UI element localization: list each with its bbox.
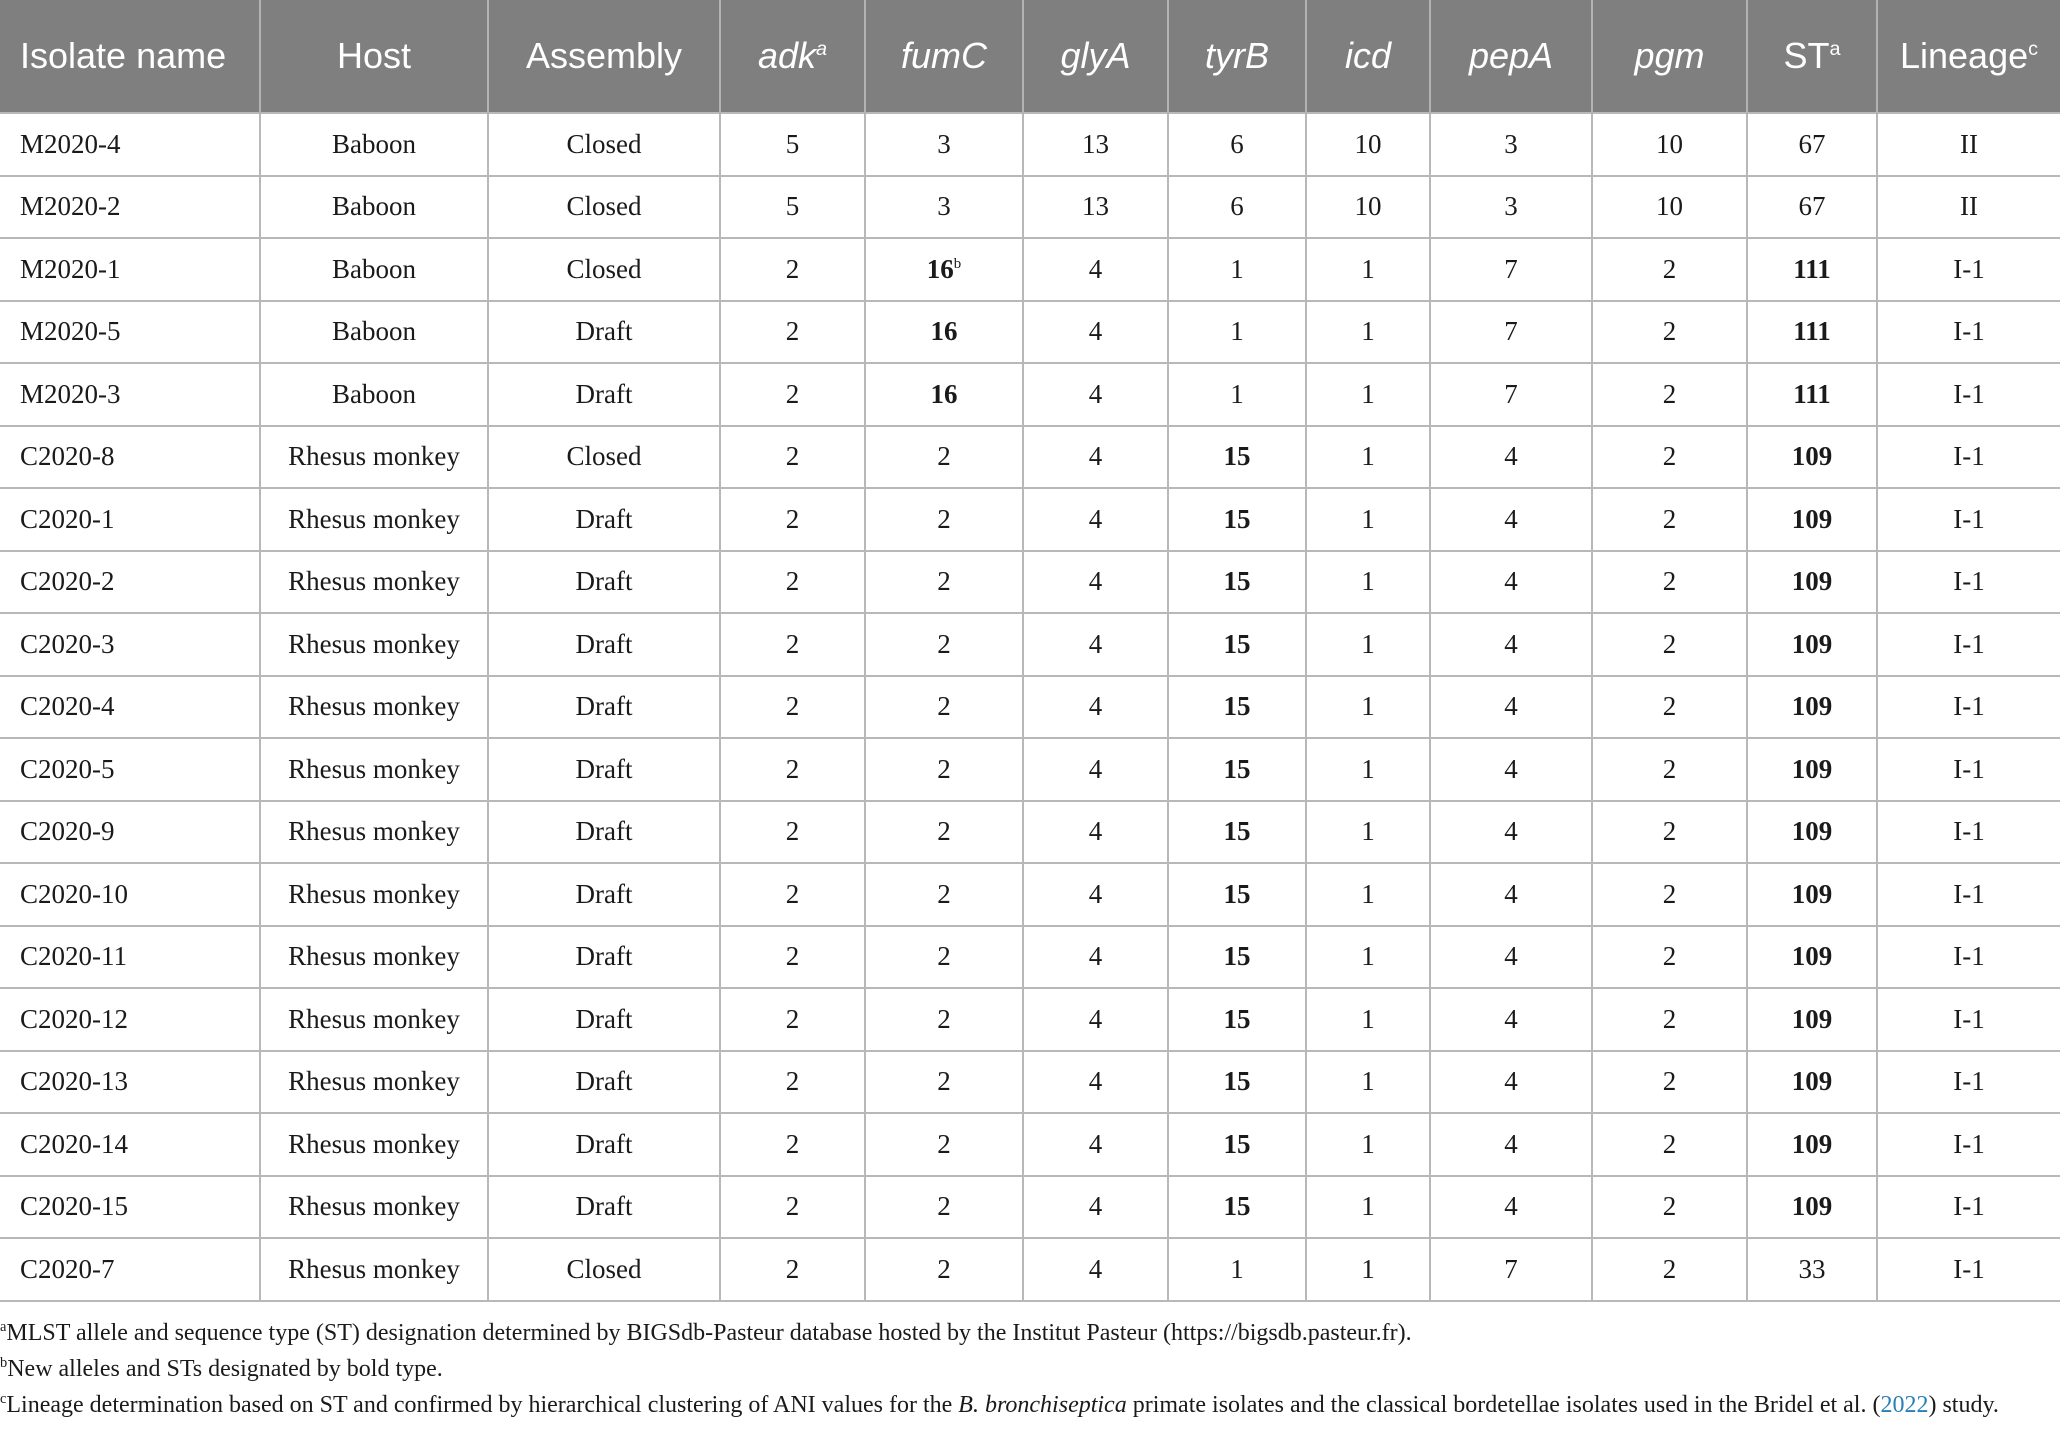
- table-header-row: [0, 0, 2060, 113]
- table-cell: C2020-9: [0, 801, 260, 864]
- table-cell: 2: [865, 676, 1023, 739]
- table-cell: 2: [865, 1238, 1023, 1301]
- table-cell: 109: [1747, 863, 1877, 926]
- table-cell: 111: [1747, 238, 1877, 301]
- table-cell: 2: [720, 1176, 865, 1239]
- table-cell: Draft: [488, 676, 720, 739]
- table-cell: M2020-2: [0, 176, 260, 239]
- table-cell: 2: [1592, 1176, 1747, 1239]
- table-cell: 2: [720, 676, 865, 739]
- table-cell: 5: [720, 176, 865, 239]
- table-cell: 4: [1430, 551, 1592, 614]
- table-cell: I-1: [1877, 488, 2060, 551]
- table-cell: 2: [1592, 426, 1747, 489]
- table-row: [0, 426, 2060, 489]
- table-cell: Rhesus monkey: [260, 1238, 488, 1301]
- table-cell: 6: [1168, 113, 1306, 176]
- table-cell: Draft: [488, 1176, 720, 1239]
- table-cell: Closed: [488, 1238, 720, 1301]
- table-cell: 2: [1592, 613, 1747, 676]
- column-header: Lineage$^c$: [1877, 0, 2060, 113]
- table-cell: 1: [1306, 551, 1430, 614]
- table-cell: 2: [865, 801, 1023, 864]
- table-cell: 1: [1306, 863, 1430, 926]
- table-cell: 16: [865, 363, 1023, 426]
- table-cell: 109: [1747, 801, 1877, 864]
- table-row: [0, 613, 2060, 676]
- table-cell: 1: [1306, 1176, 1430, 1239]
- table-cell: 111: [1747, 363, 1877, 426]
- table-cell: 1: [1306, 363, 1430, 426]
- table-cell: 4: [1023, 738, 1168, 801]
- table-cell: M2020-5: [0, 301, 260, 364]
- table-cell: Rhesus monkey: [260, 426, 488, 489]
- table-cell: 1: [1168, 238, 1306, 301]
- table-cell: 2: [865, 738, 1023, 801]
- table-cell: 15: [1168, 863, 1306, 926]
- table-row: [0, 676, 2060, 739]
- table-cell: 13: [1023, 113, 1168, 176]
- table-cell: 1: [1306, 801, 1430, 864]
- table-cell: I-1: [1877, 1113, 2060, 1176]
- table-cell: 3: [865, 113, 1023, 176]
- table-cell: 109: [1747, 676, 1877, 739]
- table-cell: 109: [1747, 613, 1877, 676]
- table-cell: 1: [1168, 301, 1306, 364]
- table-cell: 4: [1430, 676, 1592, 739]
- table-cell: 10: [1306, 176, 1430, 239]
- table-cell: 4: [1430, 988, 1592, 1051]
- table-cell: 2: [720, 1113, 865, 1176]
- table-cell: 4: [1023, 1113, 1168, 1176]
- table-cell: C2020-4: [0, 676, 260, 739]
- table-cell: 2: [1592, 1113, 1747, 1176]
- table-cell: 15: [1168, 676, 1306, 739]
- table-cell: 2: [865, 926, 1023, 989]
- column-header: pepA: [1430, 0, 1592, 113]
- table-cell: Closed: [488, 238, 720, 301]
- table-cell: 109: [1747, 1051, 1877, 1114]
- table-cell: 2: [720, 301, 865, 364]
- table-cell: Draft: [488, 1113, 720, 1176]
- table-cell: 15: [1168, 1051, 1306, 1114]
- table-cell: 7: [1430, 301, 1592, 364]
- table-cell: 10: [1592, 113, 1747, 176]
- table-cell: Draft: [488, 1051, 720, 1114]
- table-row: [0, 988, 2060, 1051]
- table-cell: 2: [1592, 738, 1747, 801]
- table-row: [0, 363, 2060, 426]
- table-cell: Closed: [488, 176, 720, 239]
- table-cell: Rhesus monkey: [260, 1176, 488, 1239]
- table-cell: C2020-10: [0, 863, 260, 926]
- table-cell: Rhesus monkey: [260, 676, 488, 739]
- table-cell: 4: [1023, 238, 1168, 301]
- table-cell: 7: [1430, 238, 1592, 301]
- table-row: [0, 1176, 2060, 1239]
- table-cell: Draft: [488, 988, 720, 1051]
- table-cell: C2020-12: [0, 988, 260, 1051]
- table-row: [0, 238, 2060, 301]
- column-header: Host: [260, 0, 488, 113]
- table-cell: 2: [720, 551, 865, 614]
- table-cell: 1: [1306, 613, 1430, 676]
- table-cell: 10: [1592, 176, 1747, 239]
- table-cell: Rhesus monkey: [260, 988, 488, 1051]
- table-cell: 33: [1747, 1238, 1877, 1301]
- citation-link[interactable]: 2022: [1880, 1391, 1929, 1418]
- table-cell: 4: [1430, 426, 1592, 489]
- table-cell: 2: [720, 926, 865, 989]
- footnote-c: $^c$Lineage determination based on ST and confirmed by hierarchical clustering of ANI values for the B. bronchiseptica primate isolates and the classical bordetellae isolates used in the Bridel et al. (2022) study.: [0, 1390, 1999, 1418]
- table-cell: 4: [1430, 738, 1592, 801]
- table-cell: 2: [1592, 676, 1747, 739]
- table-cell: 109: [1747, 488, 1877, 551]
- table-cell: 1: [1306, 926, 1430, 989]
- table-cell: 2: [1592, 551, 1747, 614]
- table-row: [0, 738, 2060, 801]
- table-cell: 4: [1023, 551, 1168, 614]
- table-cell: 2: [720, 738, 865, 801]
- table-cell: C2020-3: [0, 613, 260, 676]
- table-cell: 15: [1168, 426, 1306, 489]
- table-cell: Draft: [488, 926, 720, 989]
- table-cell: Rhesus monkey: [260, 926, 488, 989]
- table-cell: I-1: [1877, 363, 2060, 426]
- table-cell: I-1: [1877, 238, 2060, 301]
- table-cell: 109: [1747, 926, 1877, 989]
- table-cell: 67: [1747, 176, 1877, 239]
- table-cell: C2020-14: [0, 1113, 260, 1176]
- table-cell: C2020-11: [0, 926, 260, 989]
- table-cell: 4: [1023, 1238, 1168, 1301]
- table-cell: I-1: [1877, 676, 2060, 739]
- column-header: tyrB: [1168, 0, 1306, 113]
- table-cell: 2: [720, 363, 865, 426]
- table-cell: I-1: [1877, 738, 2060, 801]
- table-cell: 16: [865, 301, 1023, 364]
- table-cell: 1: [1306, 1113, 1430, 1176]
- table-cell: Closed: [488, 426, 720, 489]
- table-cell: 67: [1747, 113, 1877, 176]
- table-row: [0, 1113, 2060, 1176]
- table-cell: 15: [1168, 1113, 1306, 1176]
- table-cell: Rhesus monkey: [260, 801, 488, 864]
- table-cell: II: [1877, 176, 2060, 239]
- table-cell: Rhesus monkey: [260, 1051, 488, 1114]
- table-row: [0, 176, 2060, 239]
- table-row: [0, 863, 2060, 926]
- table-cell: 111: [1747, 301, 1877, 364]
- table-row: [0, 926, 2060, 989]
- table-cell: Baboon: [260, 301, 488, 364]
- table-cell: Rhesus monkey: [260, 613, 488, 676]
- table-cell: 109: [1747, 1176, 1877, 1239]
- table-cell: I-1: [1877, 301, 2060, 364]
- table-cell: C2020-8: [0, 426, 260, 489]
- table-cell: C2020-2: [0, 551, 260, 614]
- table-cell: 15: [1168, 613, 1306, 676]
- table-cell: 5: [720, 113, 865, 176]
- table-cell: 2: [865, 426, 1023, 489]
- table-cell: C2020-7: [0, 1238, 260, 1301]
- table-cell: 2: [865, 1176, 1023, 1239]
- table-cell: I-1: [1877, 551, 2060, 614]
- footnotes: [0, 1302, 2060, 1422]
- table-cell: I-1: [1877, 801, 2060, 864]
- table-cell: I-1: [1877, 1051, 2060, 1114]
- table-cell: 1: [1306, 301, 1430, 364]
- table-cell: 15: [1168, 926, 1306, 989]
- table-cell: 15: [1168, 988, 1306, 1051]
- table-cell: Draft: [488, 363, 720, 426]
- table-row: [0, 301, 2060, 364]
- table-cell: C2020-15: [0, 1176, 260, 1239]
- footnote-a: $^a$MLST allele and sequence type (ST) designation determined by BIGSdb-Pasteur database hosted by the Institut Pasteur (https://bigsdb.pasteur.fr).: [0, 1318, 1412, 1346]
- table-cell: 2: [720, 1238, 865, 1301]
- table-cell: 2: [1592, 988, 1747, 1051]
- table-cell: 4: [1023, 676, 1168, 739]
- table-cell: Draft: [488, 863, 720, 926]
- table-cell: I-1: [1877, 926, 2060, 989]
- table-cell: 2: [720, 988, 865, 1051]
- table-cell: 15: [1168, 738, 1306, 801]
- table-cell: 3: [865, 176, 1023, 239]
- table-cell: 4: [1023, 1176, 1168, 1239]
- table-cell: M2020-1: [0, 238, 260, 301]
- table-row: [0, 488, 2060, 551]
- table-cell: Closed: [488, 113, 720, 176]
- table-cell: 2: [865, 863, 1023, 926]
- table-cell: 3: [1430, 113, 1592, 176]
- table-cell: 1: [1306, 426, 1430, 489]
- column-header: Isolate name: [0, 0, 260, 113]
- column-header: glyA: [1023, 0, 1168, 113]
- table-cell: Rhesus monkey: [260, 488, 488, 551]
- column-header: adk$^a$: [720, 0, 865, 113]
- table-cell: Rhesus monkey: [260, 551, 488, 614]
- table-cell: 15: [1168, 551, 1306, 614]
- table-cell: 2: [865, 551, 1023, 614]
- table-cell: 4: [1430, 1113, 1592, 1176]
- table-cell: 4: [1023, 988, 1168, 1051]
- table-cell: Draft: [488, 738, 720, 801]
- table-cell: Baboon: [260, 113, 488, 176]
- table-cell: 2: [865, 613, 1023, 676]
- table-row: [0, 551, 2060, 614]
- table-cell: 4: [1023, 301, 1168, 364]
- table-cell: 1: [1306, 988, 1430, 1051]
- table-cell: 4: [1023, 926, 1168, 989]
- table-cell: 4: [1430, 613, 1592, 676]
- table-cell: 4: [1430, 926, 1592, 989]
- table-cell: 15: [1168, 488, 1306, 551]
- table-cell: Baboon: [260, 176, 488, 239]
- table-cell: 2: [1592, 801, 1747, 864]
- table-cell: Draft: [488, 551, 720, 614]
- table-cell: 4: [1023, 363, 1168, 426]
- table-cell: I-1: [1877, 863, 2060, 926]
- table-cell: 16$^b$: [865, 238, 1023, 301]
- table-cell: Baboon: [260, 363, 488, 426]
- table-cell: 109: [1747, 1113, 1877, 1176]
- species-name: B. bronchiseptica: [958, 1391, 1127, 1418]
- table-row: [0, 1238, 2060, 1301]
- table-cell: 1: [1306, 738, 1430, 801]
- table-cell: II: [1877, 113, 2060, 176]
- table-cell: M2020-3: [0, 363, 260, 426]
- table-cell: 2: [1592, 363, 1747, 426]
- table-cell: 1: [1306, 676, 1430, 739]
- table-cell: 2: [865, 1113, 1023, 1176]
- table-cell: Rhesus monkey: [260, 738, 488, 801]
- table-cell: 7: [1430, 1238, 1592, 1301]
- table-cell: 2: [720, 1051, 865, 1114]
- table-cell: 4: [1430, 488, 1592, 551]
- table-cell: Draft: [488, 613, 720, 676]
- table-cell: 10: [1306, 113, 1430, 176]
- column-header: $ST^a$: [1747, 0, 1877, 113]
- table-cell: 2: [1592, 238, 1747, 301]
- table-cell: I-1: [1877, 613, 2060, 676]
- table-cell: 1: [1168, 1238, 1306, 1301]
- table-cell: 2: [1592, 1051, 1747, 1114]
- table-cell: 4: [1023, 863, 1168, 926]
- table-cell: 4: [1023, 1051, 1168, 1114]
- table-cell: 2: [720, 801, 865, 864]
- table-cell: I-1: [1877, 426, 2060, 489]
- table-cell: 15: [1168, 801, 1306, 864]
- table-cell: 15: [1168, 1176, 1306, 1239]
- table-cell: Baboon: [260, 238, 488, 301]
- table-row: [0, 1051, 2060, 1114]
- table-cell: 2: [865, 988, 1023, 1051]
- table-cell: 109: [1747, 988, 1877, 1051]
- column-header: fumC: [865, 0, 1023, 113]
- table-cell: 1: [1306, 1238, 1430, 1301]
- table-cell: Draft: [488, 801, 720, 864]
- table-cell: Draft: [488, 488, 720, 551]
- table-cell: Draft: [488, 301, 720, 364]
- table-cell: 4: [1023, 488, 1168, 551]
- table-cell: C2020-5: [0, 738, 260, 801]
- table-cell: Rhesus monkey: [260, 1113, 488, 1176]
- table-cell: C2020-1: [0, 488, 260, 551]
- table-cell: 4: [1430, 1176, 1592, 1239]
- table-cell: 1: [1306, 1051, 1430, 1114]
- table-body: [0, 113, 2060, 1301]
- table-cell: 1: [1306, 488, 1430, 551]
- table-cell: 2: [720, 238, 865, 301]
- table-cell: I-1: [1877, 988, 2060, 1051]
- table-cell: 1: [1306, 238, 1430, 301]
- table-cell: 2: [865, 488, 1023, 551]
- table-cell: 7: [1430, 363, 1592, 426]
- table-cell: 2: [720, 863, 865, 926]
- table-cell: 109: [1747, 738, 1877, 801]
- table-cell: I-1: [1877, 1176, 2060, 1239]
- table-cell: 4: [1430, 801, 1592, 864]
- table-cell: 2: [865, 1051, 1023, 1114]
- column-header: pgm: [1592, 0, 1747, 113]
- column-header: icd: [1306, 0, 1430, 113]
- table-cell: 6: [1168, 176, 1306, 239]
- table-cell: 2: [1592, 488, 1747, 551]
- table-cell: 3: [1430, 176, 1592, 239]
- table-cell: 13: [1023, 176, 1168, 239]
- table-cell: 1: [1168, 363, 1306, 426]
- table-cell: 2: [720, 613, 865, 676]
- table-cell: 4: [1430, 863, 1592, 926]
- table-cell: M2020-4: [0, 113, 260, 176]
- table-cell: 2: [1592, 301, 1747, 364]
- footnote-b: $^b$New alleles and STs designated by bold type.: [0, 1354, 443, 1382]
- table-cell: 4: [1430, 1051, 1592, 1114]
- table-cell: 109: [1747, 551, 1877, 614]
- table-row: [0, 113, 2060, 176]
- table-cell: 2: [720, 426, 865, 489]
- table-cell: I-1: [1877, 1238, 2060, 1301]
- table-cell: 2: [1592, 863, 1747, 926]
- table-cell: 2: [1592, 926, 1747, 989]
- table-cell: 4: [1023, 426, 1168, 489]
- table-cell: 4: [1023, 801, 1168, 864]
- table-cell: 109: [1747, 426, 1877, 489]
- table-cell: 4: [1023, 613, 1168, 676]
- table-cell: 2: [1592, 1238, 1747, 1301]
- table-row: [0, 801, 2060, 864]
- column-header: Assembly: [488, 0, 720, 113]
- table-cell: C2020-13: [0, 1051, 260, 1114]
- table-cell: Rhesus monkey: [260, 863, 488, 926]
- table-cell: 2: [720, 488, 865, 551]
